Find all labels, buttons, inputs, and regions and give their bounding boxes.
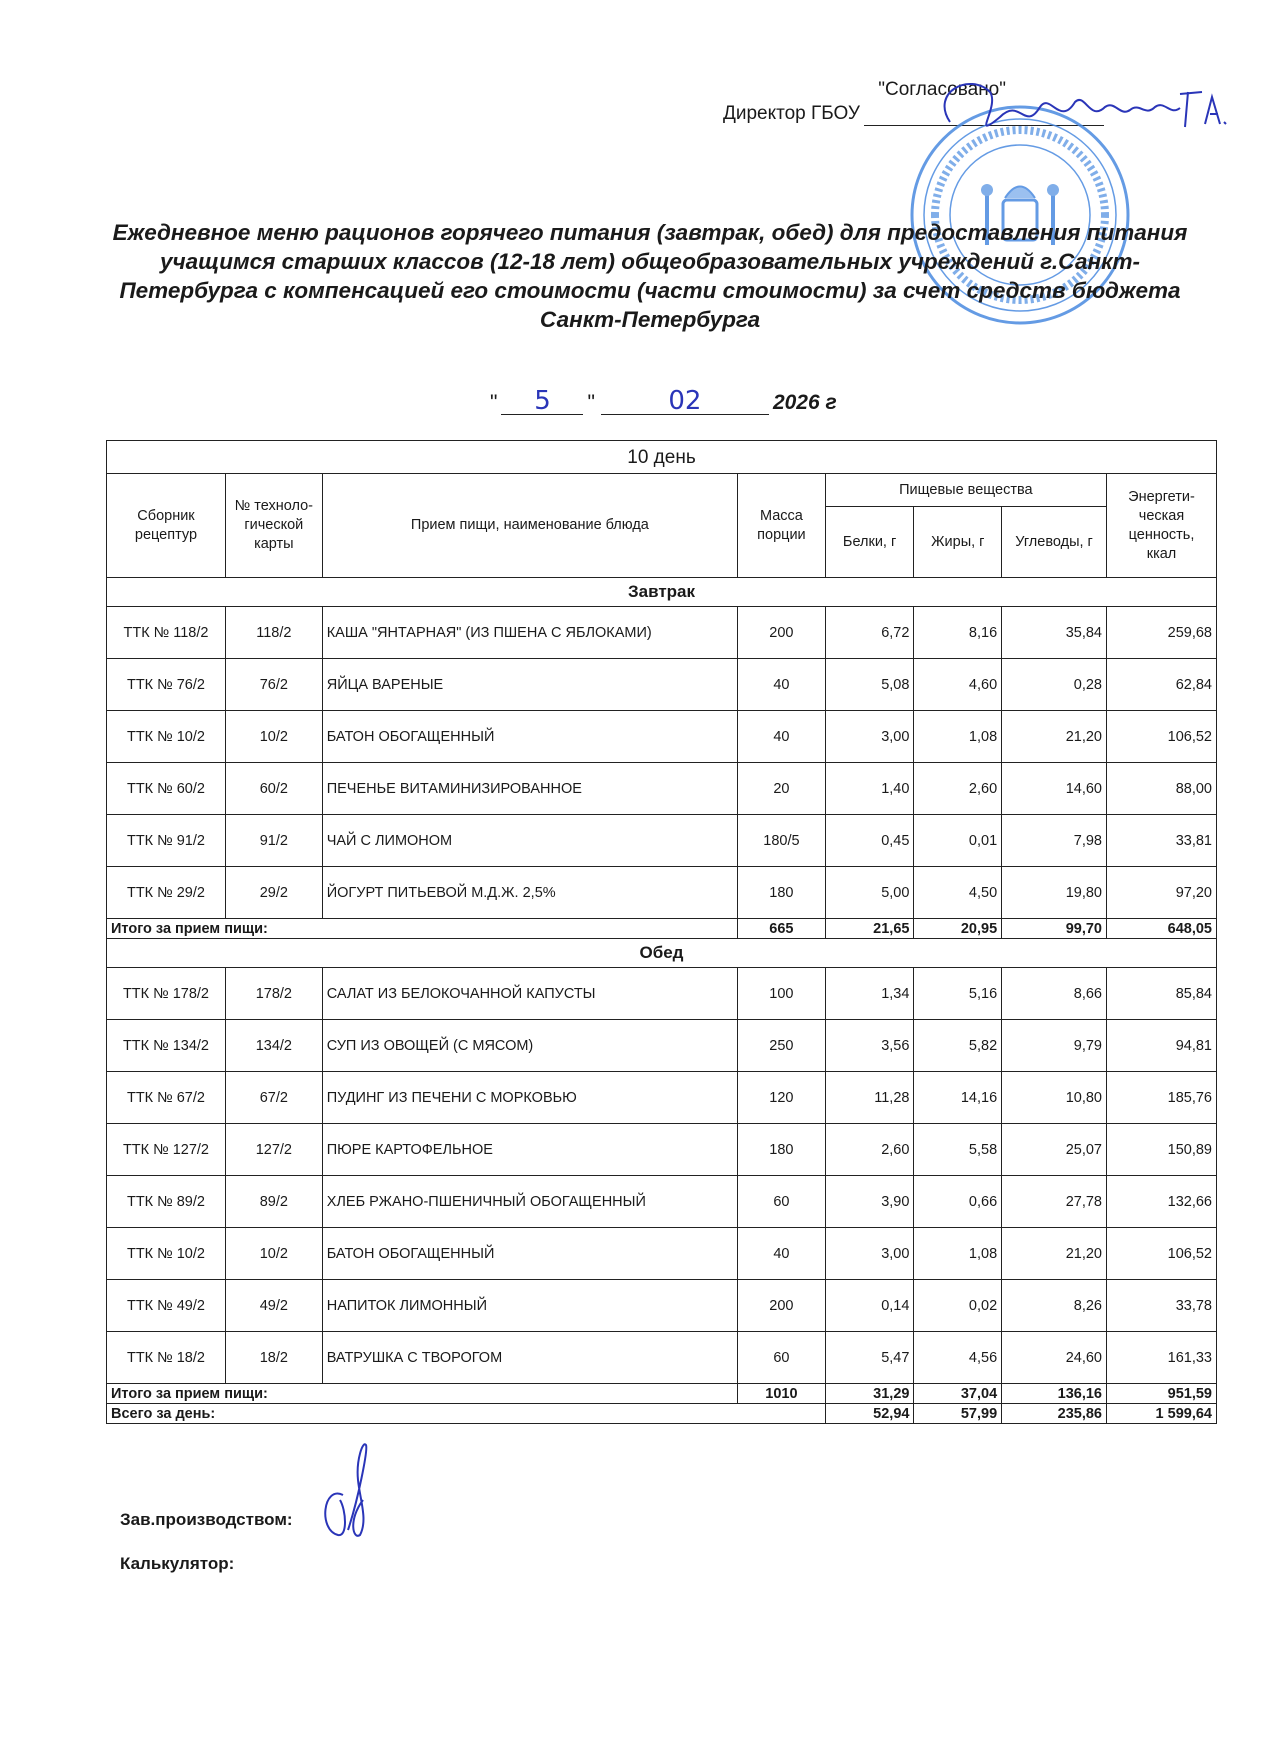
- cell-protein: 5,47: [825, 1332, 914, 1384]
- cell-fat: 4,60: [914, 659, 1002, 711]
- cell-protein: 1,34: [825, 968, 914, 1020]
- cell-mass: 40: [738, 1228, 826, 1280]
- cell-fat: 8,16: [914, 607, 1002, 659]
- cell-card: 127/2: [225, 1124, 322, 1176]
- cell-source: ТТК № 18/2: [107, 1332, 226, 1384]
- cell-energy: 132,66: [1106, 1176, 1216, 1228]
- cell-protein: 2,60: [825, 1124, 914, 1176]
- cell-dish-name: ХЛЕБ РЖАНО-ПШЕНИЧНЫЙ ОБОГАЩЕННЫЙ: [322, 1176, 737, 1228]
- total-protein: 21,65: [825, 919, 914, 939]
- cell-protein: 6,72: [825, 607, 914, 659]
- cell-fat: 2,60: [914, 763, 1002, 815]
- cell-card: 18/2: [225, 1332, 322, 1384]
- cell-dish-name: ПЕЧЕНЬЕ ВИТАМИНИЗИРОВАННОЕ: [322, 763, 737, 815]
- date-line: [490, 388, 837, 415]
- cell-carbs: 24,60: [1002, 1332, 1107, 1384]
- table-row: [107, 867, 1217, 919]
- header-fat: Жиры, г: [914, 507, 1002, 578]
- date-year: 2026 г: [772, 391, 837, 414]
- cell-fat: 4,56: [914, 1332, 1002, 1384]
- cell-card: 134/2: [225, 1020, 322, 1072]
- cell-dish-name: ПУДИНГ ИЗ ПЕЧЕНИ С МОРКОВЬЮ: [322, 1072, 737, 1124]
- cell-protein: 0,14: [825, 1280, 914, 1332]
- table-row: [107, 1280, 1217, 1332]
- day-total-carbs: 235,86: [1002, 1404, 1107, 1424]
- cell-fat: 5,58: [914, 1124, 1002, 1176]
- header-source: Сборник рецептур: [107, 474, 226, 578]
- total-carbs: 99,70: [1002, 919, 1107, 939]
- cell-source: ТТК № 118/2: [107, 607, 226, 659]
- cell-mass: 200: [738, 1280, 826, 1332]
- header-carbs: Углеводы, г: [1002, 507, 1107, 578]
- cell-card: 67/2: [225, 1072, 322, 1124]
- cell-energy: 150,89: [1106, 1124, 1216, 1176]
- cell-carbs: 21,20: [1002, 1228, 1107, 1280]
- cell-source: ТТК № 29/2: [107, 867, 226, 919]
- document-title: Ежедневное меню рационов горячего питания (завтрак, обед) для предоставления питания учащимся старших классов (12-18 лет) общеобразовательных учреждений г.Санкт-Петербурга с компенсацией его стоимости (части стоимости) за счет средств бюджета Санкт-Петербурга: [112, 220, 1188, 332]
- section-row: [107, 578, 1217, 607]
- cell-carbs: 21,20: [1002, 711, 1107, 763]
- cell-protein: 3,00: [825, 711, 914, 763]
- cell-dish-name: САЛАТ ИЗ БЕЛОКОЧАННОЙ КАПУСТЫ: [322, 968, 737, 1020]
- cell-source: ТТК № 60/2: [107, 763, 226, 815]
- cell-source: ТТК № 10/2: [107, 1228, 226, 1280]
- table-row: [107, 763, 1217, 815]
- meal-total-row: [107, 919, 1217, 939]
- cell-energy: 106,52: [1106, 711, 1216, 763]
- cell-dish-name: КАША "ЯНТАРНАЯ" (ИЗ ПШЕНА С ЯБЛОКАМИ): [322, 607, 737, 659]
- cell-mass: 40: [738, 659, 826, 711]
- meal-total-row: [107, 1384, 1217, 1404]
- cell-mass: 120: [738, 1072, 826, 1124]
- cell-carbs: 35,84: [1002, 607, 1107, 659]
- cell-dish-name: ВАТРУШКА С ТВОРОГОМ: [322, 1332, 737, 1384]
- date-quote-close: ": [587, 391, 595, 414]
- cell-source: ТТК № 91/2: [107, 815, 226, 867]
- date-month: 02: [601, 388, 769, 415]
- cell-fat: 0,02: [914, 1280, 1002, 1332]
- cell-fat: 5,82: [914, 1020, 1002, 1072]
- cell-card: 60/2: [225, 763, 322, 815]
- cell-dish-name: БАТОН ОБОГАЩЕННЫЙ: [322, 711, 737, 763]
- cell-mass: 60: [738, 1176, 826, 1228]
- cell-card: 29/2: [225, 867, 322, 919]
- cell-mass: 180: [738, 1124, 826, 1176]
- header-protein: Белки, г: [825, 507, 914, 578]
- day-total-label: Всего за день:: [107, 1404, 826, 1424]
- table-row: [107, 1176, 1217, 1228]
- cell-fat: 5,16: [914, 968, 1002, 1020]
- cell-fat: 4,50: [914, 867, 1002, 919]
- day-total-energy: 1 599,64: [1106, 1404, 1216, 1424]
- table-row: [107, 659, 1217, 711]
- cell-dish-name: СУП ИЗ ОВОЩЕЙ (С МЯСОМ): [322, 1020, 737, 1072]
- table-row: [107, 1124, 1217, 1176]
- meal-total-label: Итого за прием пищи:: [107, 919, 738, 939]
- cell-dish-name: НАПИТОК ЛИМОННЫЙ: [322, 1280, 737, 1332]
- section-title: Обед: [107, 939, 1217, 968]
- table-row: [107, 1332, 1217, 1384]
- cell-energy: 185,76: [1106, 1072, 1216, 1124]
- header-energy: Энергети-ческая ценность, ккал: [1106, 474, 1216, 578]
- cell-energy: 85,84: [1106, 968, 1216, 1020]
- cell-dish-name: БАТОН ОБОГАЩЕННЫЙ: [322, 1228, 737, 1280]
- cell-dish-name: ЙОГУРТ ПИТЬЕВОЙ М.Д.Ж. 2,5%: [322, 867, 737, 919]
- day-total-fat: 57,99: [914, 1404, 1002, 1424]
- cell-mass: 200: [738, 607, 826, 659]
- total-protein: 31,29: [825, 1384, 914, 1404]
- section-title: Завтрак: [107, 578, 1217, 607]
- cell-protein: 5,00: [825, 867, 914, 919]
- cell-source: ТТК № 49/2: [107, 1280, 226, 1332]
- cell-carbs: 0,28: [1002, 659, 1107, 711]
- cell-card: 118/2: [225, 607, 322, 659]
- day-total-row: [107, 1404, 1217, 1424]
- table-row: [107, 607, 1217, 659]
- cell-energy: 97,20: [1106, 867, 1216, 919]
- section-row: [107, 939, 1217, 968]
- cell-card: 10/2: [225, 1228, 322, 1280]
- cell-card: 91/2: [225, 815, 322, 867]
- cell-source: ТТК № 10/2: [107, 711, 226, 763]
- total-mass: 1010: [738, 1384, 826, 1404]
- cell-carbs: 9,79: [1002, 1020, 1107, 1072]
- table-row: [107, 711, 1217, 763]
- cell-energy: 94,81: [1106, 1020, 1216, 1072]
- cell-energy: 161,33: [1106, 1332, 1216, 1384]
- cell-protein: 5,08: [825, 659, 914, 711]
- cell-protein: 3,56: [825, 1020, 914, 1072]
- cell-fat: 14,16: [914, 1072, 1002, 1124]
- cell-mass: 20: [738, 763, 826, 815]
- cell-protein: 11,28: [825, 1072, 914, 1124]
- cell-carbs: 7,98: [1002, 815, 1107, 867]
- total-fat: 20,95: [914, 919, 1002, 939]
- cell-card: 89/2: [225, 1176, 322, 1228]
- cell-card: 76/2: [225, 659, 322, 711]
- cell-mass: 250: [738, 1020, 826, 1072]
- total-energy: 648,05: [1106, 919, 1216, 939]
- cell-source: ТТК № 89/2: [107, 1176, 226, 1228]
- cell-source: ТТК № 67/2: [107, 1072, 226, 1124]
- cell-card: 178/2: [225, 968, 322, 1020]
- cell-carbs: 8,66: [1002, 968, 1107, 1020]
- table-row: [107, 1228, 1217, 1280]
- cell-energy: 33,78: [1106, 1280, 1216, 1332]
- cell-fat: 1,08: [914, 711, 1002, 763]
- cell-fat: 0,01: [914, 815, 1002, 867]
- cell-fat: 1,08: [914, 1228, 1002, 1280]
- cell-card: 10/2: [225, 711, 322, 763]
- cell-dish-name: ПЮРЕ КАРТОФЕЛЬНОЕ: [322, 1124, 737, 1176]
- cell-energy: 62,84: [1106, 659, 1216, 711]
- cell-card: 49/2: [225, 1280, 322, 1332]
- cell-dish-name: ЧАЙ С ЛИМОНОМ: [322, 815, 737, 867]
- menu-table: [106, 440, 1217, 1424]
- cell-protein: 3,90: [825, 1176, 914, 1228]
- total-carbs: 136,16: [1002, 1384, 1107, 1404]
- production-head-signature-icon: [318, 1440, 388, 1540]
- cell-source: ТТК № 134/2: [107, 1020, 226, 1072]
- director-label: Директор ГБОУ: [722, 103, 860, 124]
- cell-protein: 1,40: [825, 763, 914, 815]
- cell-mass: 60: [738, 1332, 826, 1384]
- cell-carbs: 8,26: [1002, 1280, 1107, 1332]
- approval-agreed-label: "Согласовано": [878, 79, 1006, 100]
- header-mass: Масса порции: [738, 474, 826, 578]
- cell-carbs: 19,80: [1002, 867, 1107, 919]
- cell-carbs: 14,60: [1002, 763, 1107, 815]
- day-label: 10 день: [107, 441, 1217, 474]
- cell-energy: 88,00: [1106, 763, 1216, 815]
- cell-source: ТТК № 76/2: [107, 659, 226, 711]
- cell-energy: 106,52: [1106, 1228, 1216, 1280]
- cell-source: ТТК № 127/2: [107, 1124, 226, 1176]
- cell-carbs: 27,78: [1002, 1176, 1107, 1228]
- cell-energy: 259,68: [1106, 607, 1216, 659]
- cell-dish-name: ЯЙЦА ВАРЕНЫЕ: [322, 659, 737, 711]
- meal-total-label: Итого за прием пищи:: [107, 1384, 738, 1404]
- date-day: 5: [501, 388, 583, 415]
- cell-mass: 180/5: [738, 815, 826, 867]
- cell-source: ТТК № 178/2: [107, 968, 226, 1020]
- cell-protein: 3,00: [825, 1228, 914, 1280]
- cell-protein: 0,45: [825, 815, 914, 867]
- table-row: [107, 1020, 1217, 1072]
- total-mass: 665: [738, 919, 826, 939]
- cell-fat: 0,66: [914, 1176, 1002, 1228]
- cell-carbs: 10,80: [1002, 1072, 1107, 1124]
- cell-carbs: 25,07: [1002, 1124, 1107, 1176]
- table-row: [107, 1072, 1217, 1124]
- day-total-protein: 52,94: [825, 1404, 914, 1424]
- table-row: [107, 968, 1217, 1020]
- table-row: [107, 815, 1217, 867]
- calculator-label: Калькулятор:: [120, 1554, 235, 1573]
- date-quote-open: ": [490, 391, 498, 414]
- director-signature-icon: [930, 72, 1230, 152]
- header-nutrients: Пищевые вещества: [825, 474, 1106, 507]
- header-card: № техноло-гической карты: [225, 474, 322, 578]
- total-energy: 951,59: [1106, 1384, 1216, 1404]
- production-head-label: Зав.производством:: [120, 1510, 293, 1529]
- header-meal-name: Прием пищи, наименование блюда: [322, 474, 737, 578]
- cell-mass: 100: [738, 968, 826, 1020]
- cell-mass: 180: [738, 867, 826, 919]
- total-fat: 37,04: [914, 1384, 1002, 1404]
- cell-mass: 40: [738, 711, 826, 763]
- cell-energy: 33,81: [1106, 815, 1216, 867]
